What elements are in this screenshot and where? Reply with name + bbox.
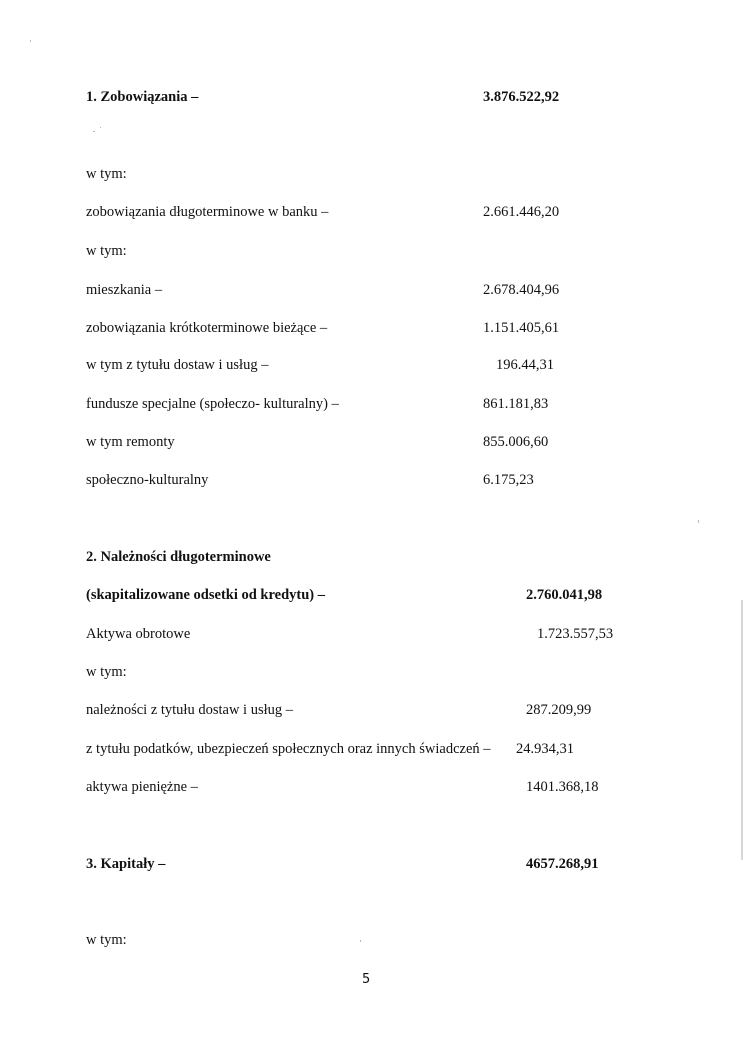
section-1-row-label: społeczno-kulturalny	[86, 472, 209, 488]
section-1-row-value: 2.678.404,96	[483, 282, 560, 298]
scan-speck	[360, 940, 361, 942]
section-1-heading: 1. Zobowiązania –	[86, 89, 199, 105]
section-1-row-value: 196.44,31	[496, 357, 554, 373]
section-2-row-label: w tym:	[86, 664, 127, 680]
section-1-row-label: zobowiązania krótkoterminowe bieżące –	[86, 320, 328, 336]
section-1-row-value: 855.006,60	[483, 434, 549, 450]
page-number: 5	[362, 972, 371, 987]
section-1-row-label: fundusze specjalne (społeczo- kulturalny) –	[86, 396, 339, 412]
section-2-row-label: Aktywa obrotowe	[86, 626, 191, 642]
section-1-row-label: mieszkania –	[86, 282, 163, 298]
section-2-row-label: z tytułu podatków, ubezpieczeń społecznych oraz innych świadczeń –	[86, 741, 491, 757]
section-2-row-label: należności z tytułu dostaw i usług –	[86, 702, 293, 718]
section-1-row-label: w tym:	[86, 166, 127, 182]
scan-speck	[698, 520, 699, 523]
section-3-row-label: w tym:	[86, 932, 127, 948]
section-2-total: 2.760.041,98	[526, 587, 603, 603]
section-3-total: 4657.268,91	[526, 856, 599, 872]
section-2-row-label: aktywa pieniężne –	[86, 779, 198, 795]
section-1-row-value: 6.175,23	[483, 472, 534, 488]
scan-speck	[93, 131, 95, 132]
scan-speck	[30, 40, 31, 42]
section-1-row-value: 1.151.405,61	[483, 320, 560, 336]
section-2-row-value: 1401.368,18	[526, 779, 599, 795]
section-2-row-value: 24.934,31	[516, 741, 574, 757]
section-1-row-label: w tym:	[86, 243, 127, 259]
scan-speck	[100, 127, 101, 128]
section-1-row-value: 861.181,83	[483, 396, 549, 412]
section-1-row-value: 2.661.446,20	[483, 204, 560, 220]
section-1-row-label: w tym z tytułu dostaw i usług –	[86, 357, 269, 373]
section-1-row-label: w tym remonty	[86, 434, 175, 450]
section-3-heading: 3. Kapitały –	[86, 856, 166, 872]
section-1-total: 3.876.522,92	[483, 89, 560, 105]
section-2-row-value: 1.723.557,53	[537, 626, 614, 642]
section-2-row-value: 287.209,99	[526, 702, 592, 718]
section-2-heading: 2. Należności długoterminowe	[86, 549, 271, 565]
section-2-heading-subline: (skapitalizowane odsetki od kredytu) –	[86, 587, 326, 603]
section-1-row-label: zobowiązania długoterminowe w banku –	[86, 204, 329, 220]
